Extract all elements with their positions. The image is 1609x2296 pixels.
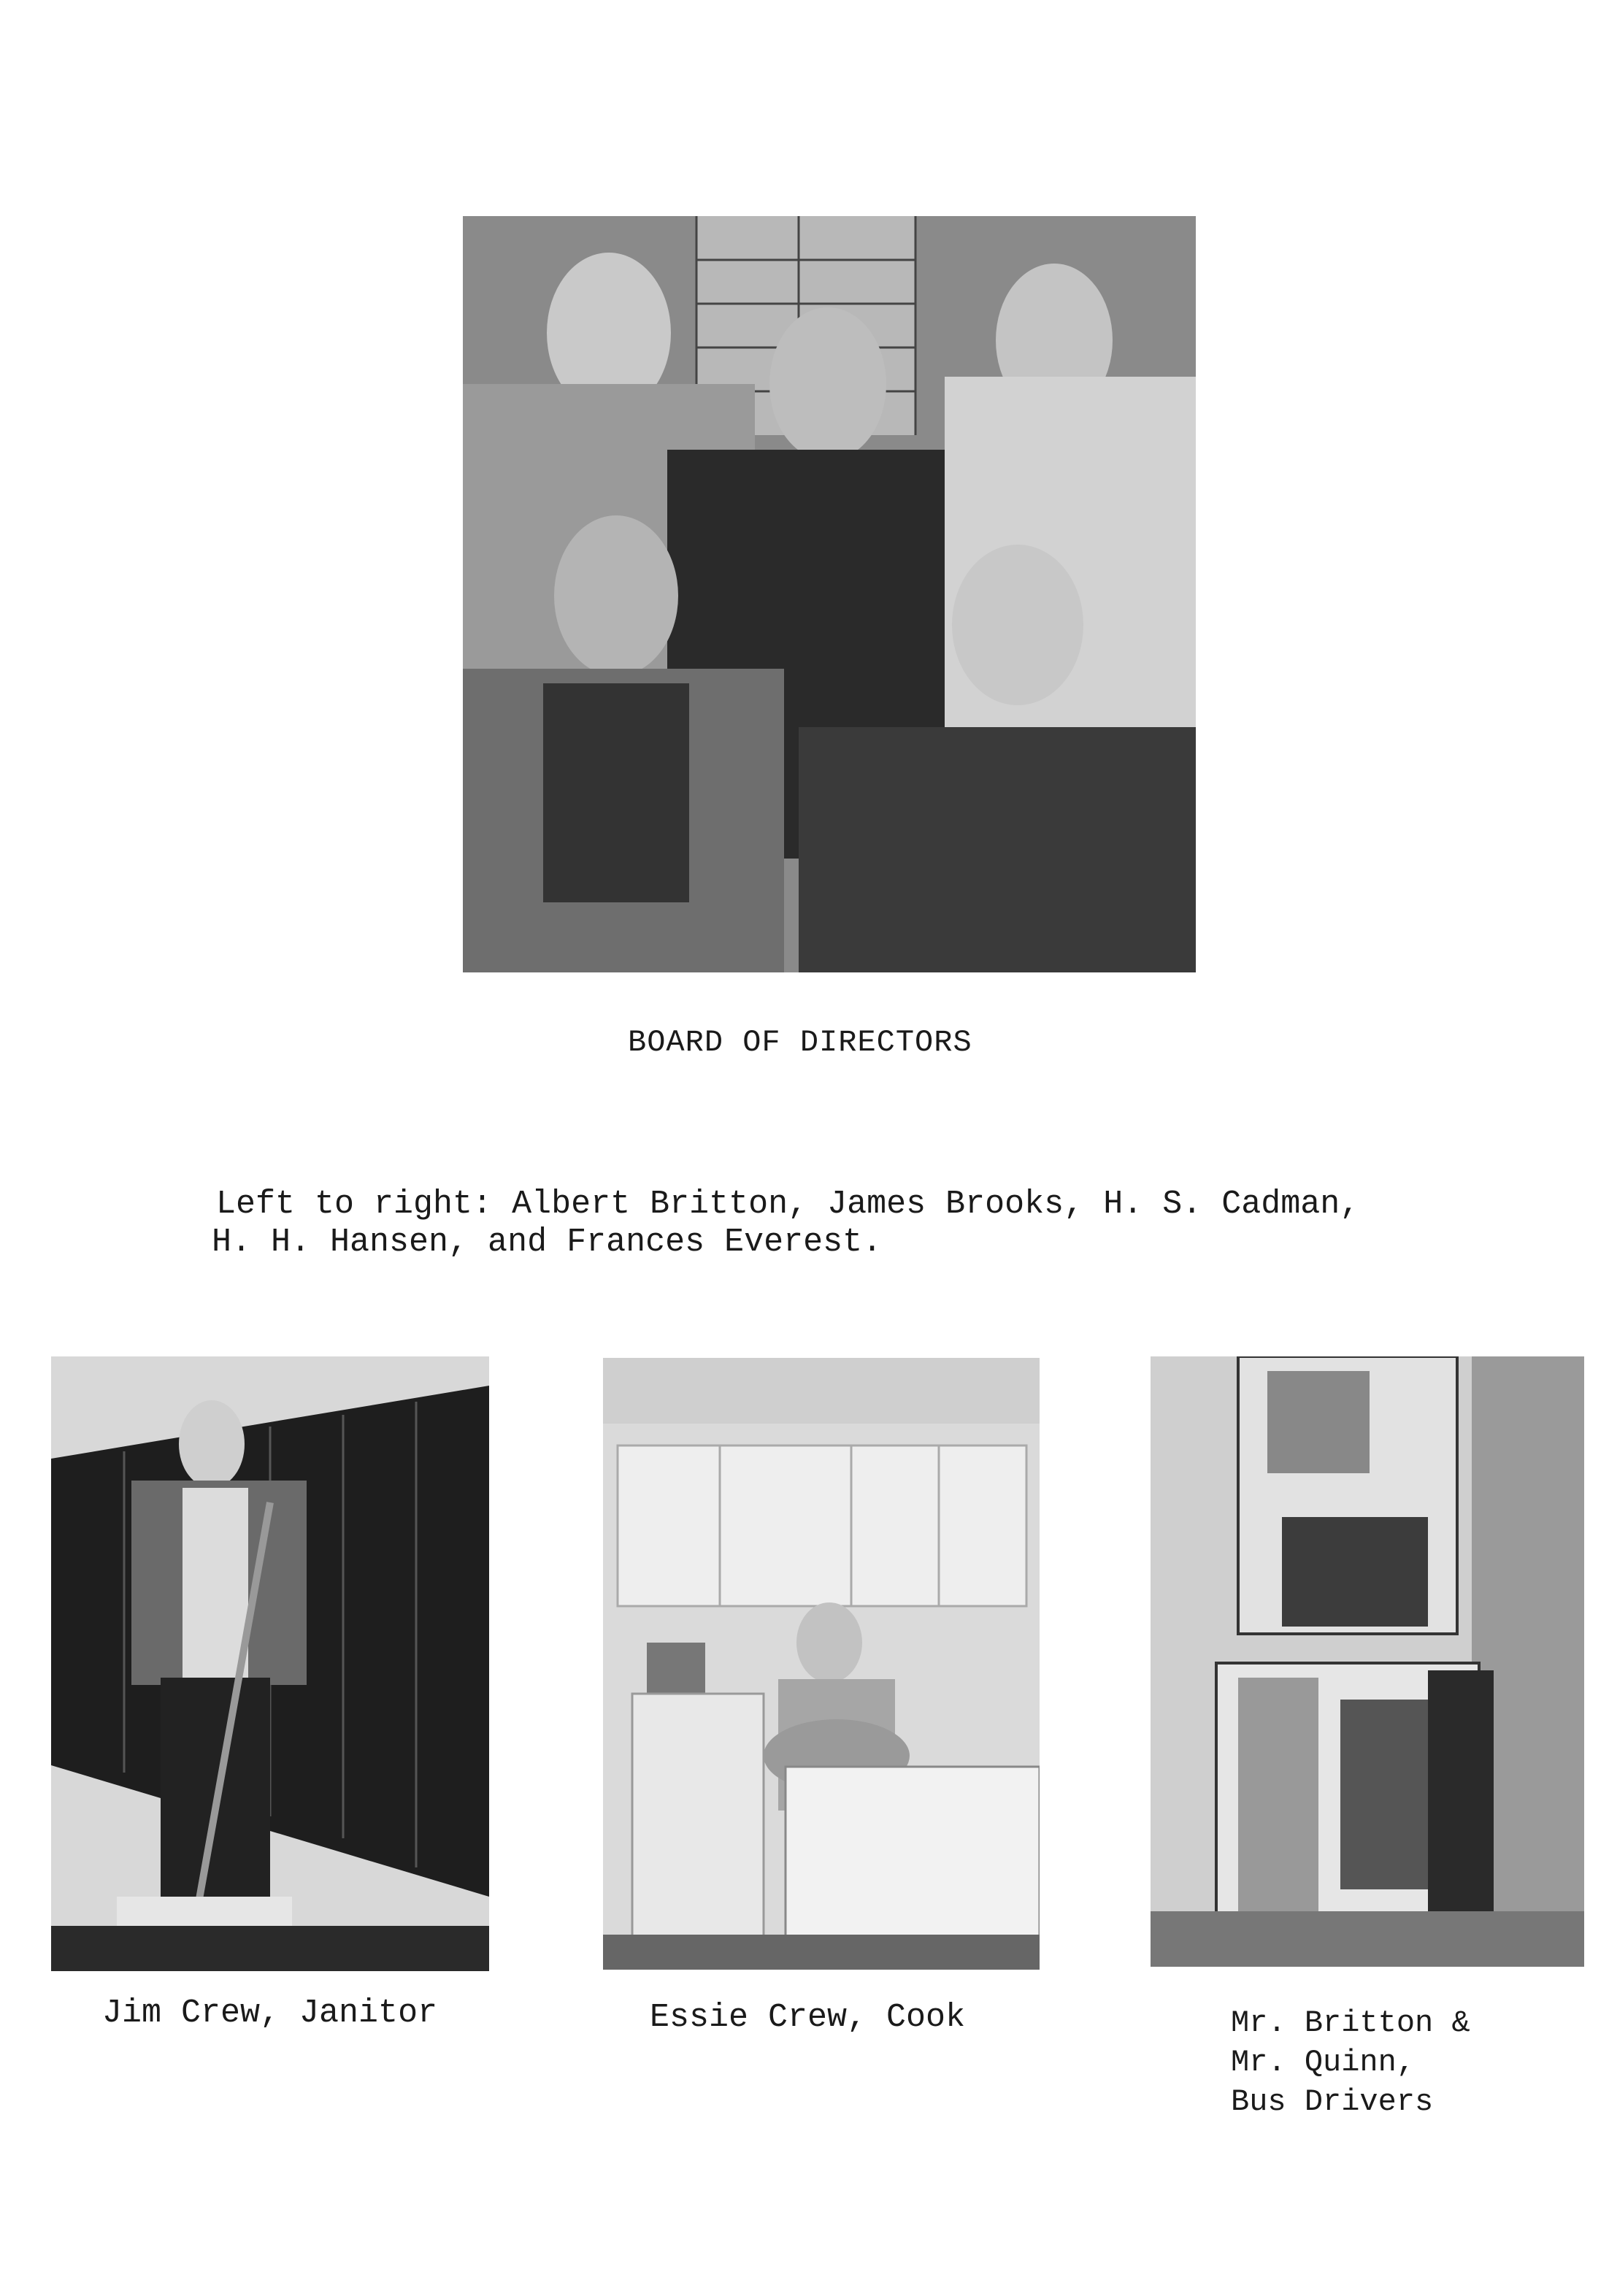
janitor-caption: Jim Crew, Janitor [102,1994,438,2032]
cook-photo [603,1358,1040,1970]
board-names-line-2: H. H. Hansen, and Frances Everest. [212,1224,883,1261]
cook-caption: Essie Crew, Cook [650,1999,966,2036]
janitor-photo [51,1356,489,1971]
bus-drivers-caption-line-2: Mr. Quinn, [1231,2045,1416,2080]
board-names-line-1: Left to right: Albert Britton, James Brooks, H. S. Cadman, [216,1186,1360,1223]
board-of-directors-photo [463,216,1196,972]
bus-drivers-photo [1151,1356,1584,1967]
board-of-directors-title: BOARD OF DIRECTORS [628,1025,972,1060]
bus-drivers-caption-line-1: Mr. Britton & [1231,2005,1470,2040]
bus-drivers-caption [1231,2003,1470,2122]
bus-drivers-caption-line-3: Bus Drivers [1231,2084,1434,2119]
